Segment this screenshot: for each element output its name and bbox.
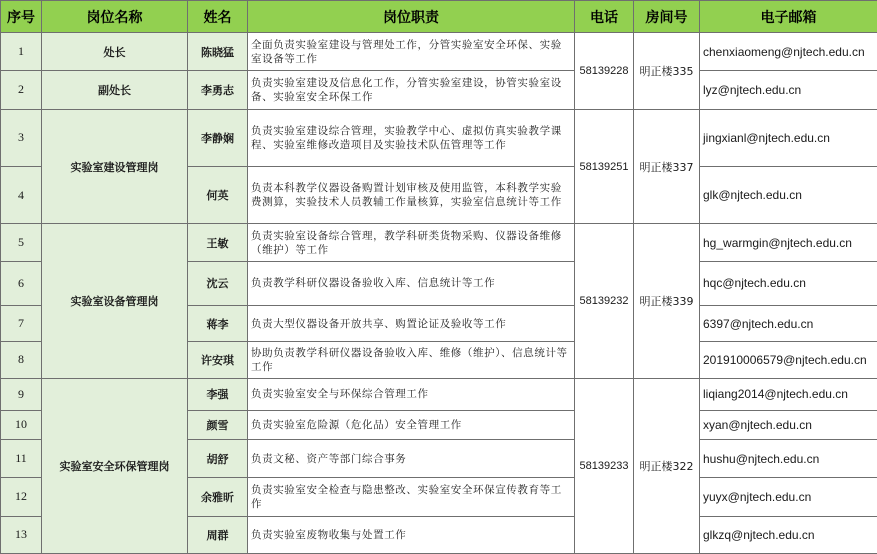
phone-cell: 58139232 [575,224,634,378]
name-cell: 李强 [188,378,248,410]
row-number: 3 [1,109,42,166]
name-cell: 何英 [188,167,248,224]
duty-cell: 负责实验室危险源（危化品）安全管理工作 [248,410,575,439]
duty-cell: 负责文秘、资产等部门综合事务 [248,440,575,478]
room-cell: 明正楼337 [634,109,700,224]
room-cell: 明正楼322 [634,378,700,553]
email-cell[interactable]: yuyx@njtech.edu.cn [700,478,877,516]
email-cell[interactable]: hg_warmgin@njtech.edu.cn [700,224,877,261]
name-cell: 胡舒 [188,440,248,478]
name-cell: 蒋李 [188,306,248,342]
row-number: 13 [1,516,42,553]
duty-cell: 负责实验室设备综合管理，教学科研类货物采购、仪器设备维修（维护）等工作 [248,224,575,261]
phone-cell: 58139233 [575,378,634,553]
name-cell: 余雅昕 [188,478,248,516]
duty-cell: 负责实验室建设及信息化工作，分管实验室建设，协管实验室设备、实验室安全环保工作 [248,71,575,109]
header-phone: 电话 [575,1,634,33]
email-cell[interactable]: xyan@njtech.edu.cn [700,410,877,439]
name-cell: 沈云 [188,261,248,305]
row-number: 2 [1,71,42,109]
row-number: 6 [1,261,42,305]
duty-cell: 负责大型仪器设备开放共享、购置论证及验收等工作 [248,306,575,342]
name-cell: 颜雪 [188,410,248,439]
email-cell[interactable]: glk@njtech.edu.cn [700,167,877,224]
row-number: 5 [1,224,42,261]
email-cell[interactable]: chenxiaomeng@njtech.edu.cn [700,33,877,71]
duty-cell: 负责本科教学仪器设备购置计划审核及使用监管，本科教学实验费测算，实验技术人员教辅工作量核算，实验室信息统计等工作 [248,167,575,224]
email-cell[interactable]: 6397@njtech.edu.cn [700,306,877,342]
room-cell: 明正楼335 [634,33,700,110]
header-seq: 序号 [1,1,42,33]
position-cell: 实验室设备管理岗 [42,224,188,378]
header-name: 姓名 [188,1,248,33]
duty-cell: 负责实验室建设综合管理，实验教学中心、虚拟仿真实验教学课程、实验室维修改造项目及实验技术队伍管理等工作 [248,109,575,166]
email-cell[interactable]: 201910006579@njtech.edu.cn [700,342,877,378]
table-row [1,71,877,109]
row-number: 12 [1,478,42,516]
duty-cell: 负责教学科研仪器设备验收入库、信息统计等工作 [248,261,575,305]
table-row [1,109,877,166]
duty-cell: 协助负责教学科研仪器设备验收入库、维修（维护）、信息统计等工作 [248,342,575,378]
duty-cell: 负责实验室安全与环保综合管理工作 [248,378,575,410]
row-number: 9 [1,378,42,410]
phone-cell: 58139228 [575,33,634,110]
row-number: 10 [1,410,42,439]
header-row [1,1,877,33]
header-room: 房间号 [634,1,700,33]
email-cell[interactable]: hushu@njtech.edu.cn [700,440,877,478]
email-cell[interactable]: jingxianl@njtech.edu.cn [700,109,877,166]
table-row [1,224,877,261]
header-position: 岗位名称 [42,1,188,33]
room-cell: 明正楼339 [634,224,700,378]
name-cell: 王敏 [188,224,248,261]
phone-cell: 58139251 [575,109,634,224]
row-number: 8 [1,342,42,378]
name-cell: 李勇志 [188,71,248,109]
position-cell: 实验室建设管理岗 [42,109,188,224]
row-number: 11 [1,440,42,478]
row-number: 7 [1,306,42,342]
email-cell[interactable]: lyz@njtech.edu.cn [700,71,877,109]
position-cell: 实验室安全环保管理岗 [42,378,188,553]
position-cell: 处长 [42,33,188,71]
position-cell: 副处长 [42,71,188,109]
email-cell[interactable]: hqc@njtech.edu.cn [700,261,877,305]
table-row [1,33,877,71]
duty-cell: 负责实验室废物收集与处置工作 [248,516,575,553]
header-email: 电子邮箱 [700,1,877,33]
header-duty: 岗位职责 [248,1,575,33]
name-cell: 周群 [188,516,248,553]
email-cell[interactable]: liqiang2014@njtech.edu.cn [700,378,877,410]
duty-cell: 负责实验室安全检查与隐患整改、实验室安全环保宣传教育等工作 [248,478,575,516]
table-row [1,378,877,410]
row-number: 1 [1,33,42,71]
name-cell: 陈晓猛 [188,33,248,71]
duty-cell: 全面负责实验室建设与管理处工作，分管实验室安全环保、实验室设备等工作 [248,33,575,71]
name-cell: 李静娴 [188,109,248,166]
row-number: 4 [1,167,42,224]
name-cell: 许安琪 [188,342,248,378]
email-cell[interactable]: glkzq@njtech.edu.cn [700,516,877,553]
